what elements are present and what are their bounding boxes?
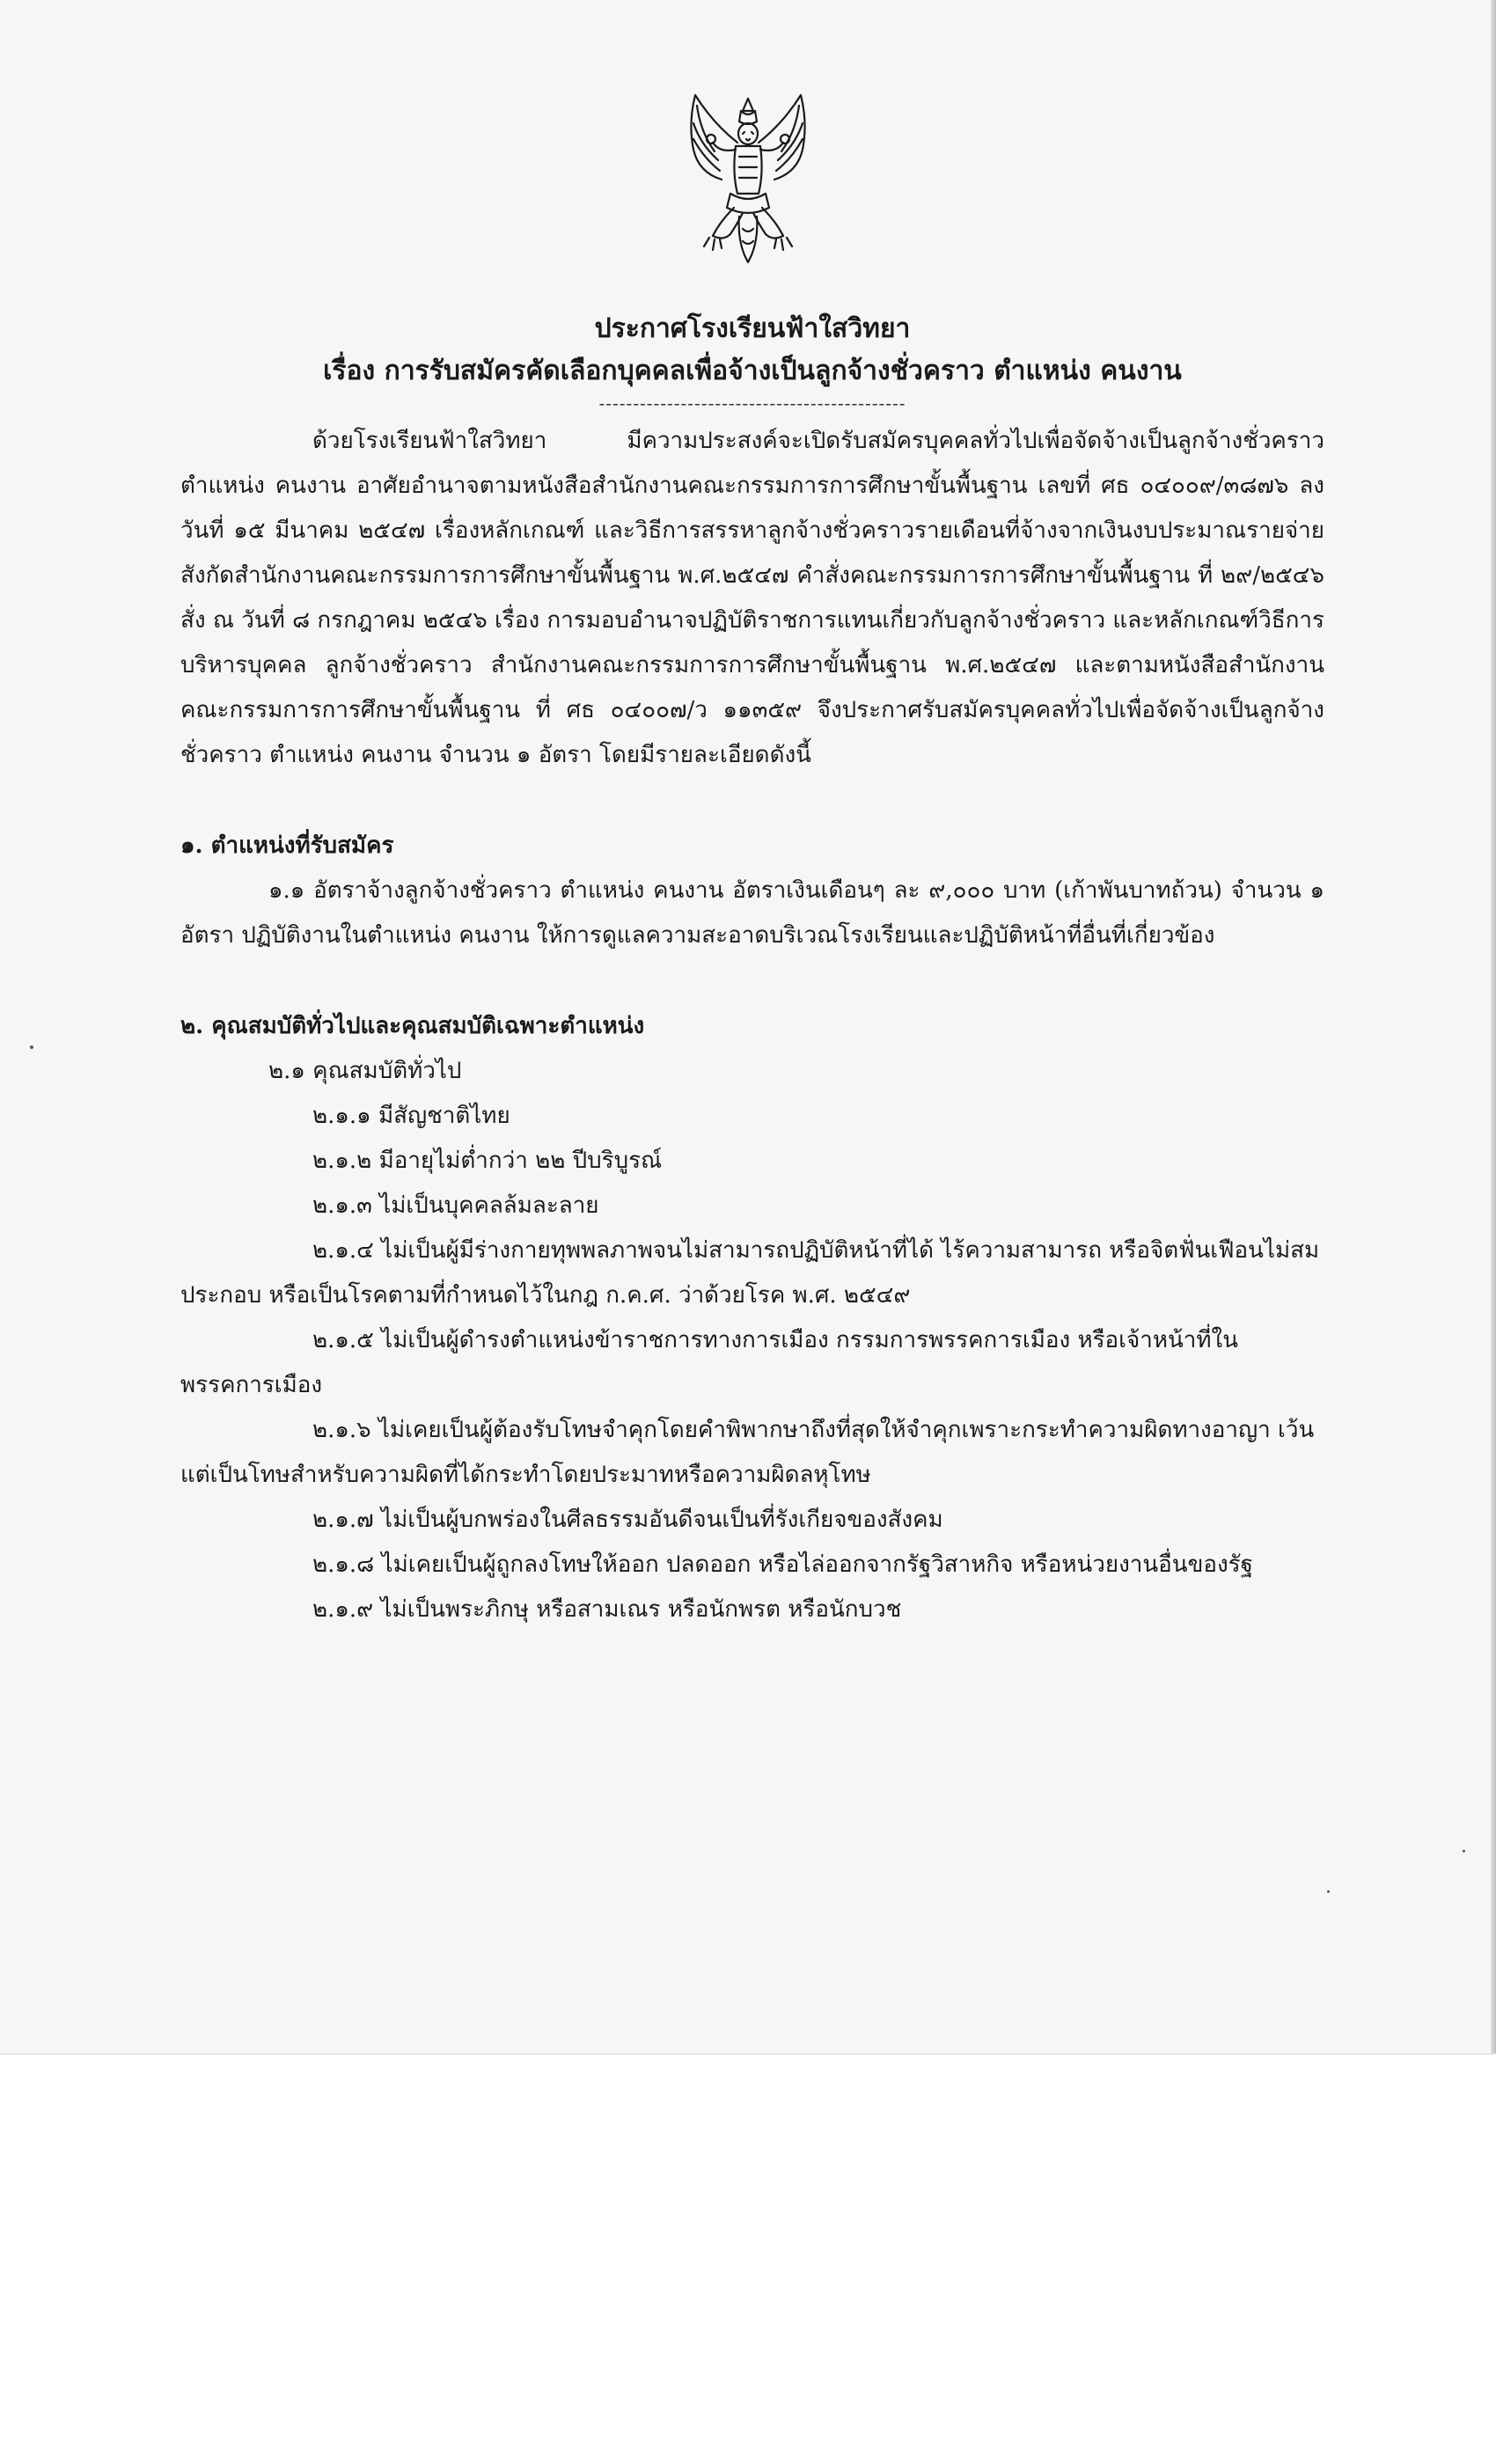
document-subject: เรื่อง การรับสมัครคัดเลือกบุคคลเพื่อจ้างเป็นลูกจ้างชั่วคราว ตำแหน่ง คนงาน [323,356,1182,386]
garuda-emblem-icon [669,88,827,273]
qualification-item: ๒.๑.๒ มีอายุไม่ต่ำกว่า ๒๒ ปีบริบูรณ์ [312,1148,663,1174]
scan-speck [1463,1850,1465,1852]
section-2-subheading: ๒.๑ คุณสมบัติทั่วไป [268,1058,462,1084]
scan-speck [1327,1890,1330,1893]
qualification-item: ๒.๑.๗ ไม่เป็นผู้บกพร่องในศีลธรรมอันดีจนเป็นที่รังเกียจของสังคม [312,1507,943,1533]
section-2-heading: ๒. คุณสมบัติทั่วไปและคุณสมบัติเฉพาะตำแหน่ง [180,1013,645,1039]
qualification-item: ๒.๑.๓ ไม่เป็นบุคคลล้มละลาย [312,1192,599,1219]
qualification-item: ๒.๑.๔ ไม่เป็นผู้มีร่างกายทุพพลภาพจนไม่สามารถปฏิบัติหน้าที่ได้ ไร้ความสามารถ หรือจิตฟั่นเฟือนไม่สมประกอบ หรือเป็นโรคตามที่กำหนดไว้ในกฎ ก.ค.ศ. ว่าด้วยโรค พ.ศ. ๒๕๔๙ [180,1237,1320,1309]
page-edge-shadow [1491,0,1496,2055]
intro-paragraph: ด้วยโรงเรียนฟ้าใสวิทยา มีความประสงค์จะเปิดรับสมัครบุคคลทั่วไปเพื่อจัดจ้างเป็นลูกจ้างชั่วคราว ตำแหน่ง คนงาน อาศัยอำนาจตามหนังสือสำนักงานคณะกรรมการการศึกษาขั้นพื้นฐาน เลขที่ ศธ ๐๔๐๐๙/๓๘๗๖ ลงวันที่ ๑๕ มีนาคม ๒๕๔๗ เรื่องหลักเกณฑ์ และวิธีการสรรหาลูกจ้างชั่วคราวรายเดือนที่จ้างจากเงินงบประมาณรายจ่ายสังกัดสำนักงานคณะกรรมการการศึกษาขั้นพื้นฐาน พ.ศ.๒๕๔๗ คำสั่งคณะกรรมการการศึกษาขั้นพื้นฐาน ที่ ๒๙/๒๕๔๖ สั่ง ณ วันที่ ๘ กรกฎาคม ๒๕๔๖ เรื่อง การมอบอำนาจปฏิบัติราชการแทนเกี่ยวกับลูกจ้างชั่วคราว และหลักเกณฑ์วิธีการบริหารบุคคล ลูกจ้างชั่วคราว สำนักงานคณะกรรมการการศึกษาขั้นพื้นฐาน พ.ศ.๒๕๔๗ และตามหนังสือสำนักงานคณะกรรมการการศึกษาขั้นพื้นฐาน ที่ ศธ ๐๔๐๐๗/ว ๑๑๓๕๙ จึงประกาศรับสมัครบุคคลทั่วไปเพื่อจัดจ้างเป็นลูกจ้างชั่วคราว ตำแหน่ง คนงาน จำนวน ๑ อัตรา โดยมีรายละเอียดดังนี้ [180,428,1324,768]
title-divider: --------------------------------------------- [598,392,906,414]
section-1-heading: ๑. ตำแหน่งที่รับสมัคร [180,832,394,859]
document-title: ประกาศโรงเรียนฟ้าใสวิทยา [594,313,911,344]
scan-speck [30,1045,33,1049]
section-1-item: ๑.๑ อัตราจ้างลูกจ้างชั่วคราว ตำแหน่ง คนงาน อัตราเงินเดือนๆ ละ ๙,๐๐๐ บาท (เก้าพันบาทถ้วน) จำนวน ๑ อัตรา ปฏิบัติงานในตำแหน่ง คนงาน ให้การดูแลความสะอาดบริเวณโรงเรียนและปฏิบัติหน้าที่อื่นที่เกี่ยวข้อง [180,877,1324,949]
qualification-item: ๒.๑.๑ มีสัญชาติไทย [312,1103,510,1129]
qualification-item: ๒.๑.๘ ไม่เคยเป็นผู้ถูกลงโทษให้ออก ปลดออก หรือไล่ออกจากรัฐวิสาหกิจ หรือหน่วยงานอื่นของรัฐ [312,1551,1253,1578]
announcement-document [180,308,1324,1632]
qualification-item: ๒.๑.๙ ไม่เป็นพระภิกษุ หรือสามเณร หรือนักพรต หรือนักบวช [312,1596,902,1623]
page-bottom-edge [0,2053,1496,2055]
qualification-item: ๒.๑.๖ ไม่เคยเป็นผู้ต้องรับโทษจำคุกโดยคำพิพากษาถึงที่สุดให้จำคุกเพราะกระทำความผิดทางอาญา เว้นแต่เป็นโทษสำหรับความผิดที่ได้กระทำโดยประมาทหรือความผิดลหุโทษ [180,1417,1315,1488]
qualification-item: ๒.๑.๕ ไม่เป็นผู้ดำรงตำแหน่งข้าราชการทางการเมือง กรรมการพรรคการเมือง หรือเจ้าหน้าที่ในพรรคการเมือง [180,1327,1238,1398]
